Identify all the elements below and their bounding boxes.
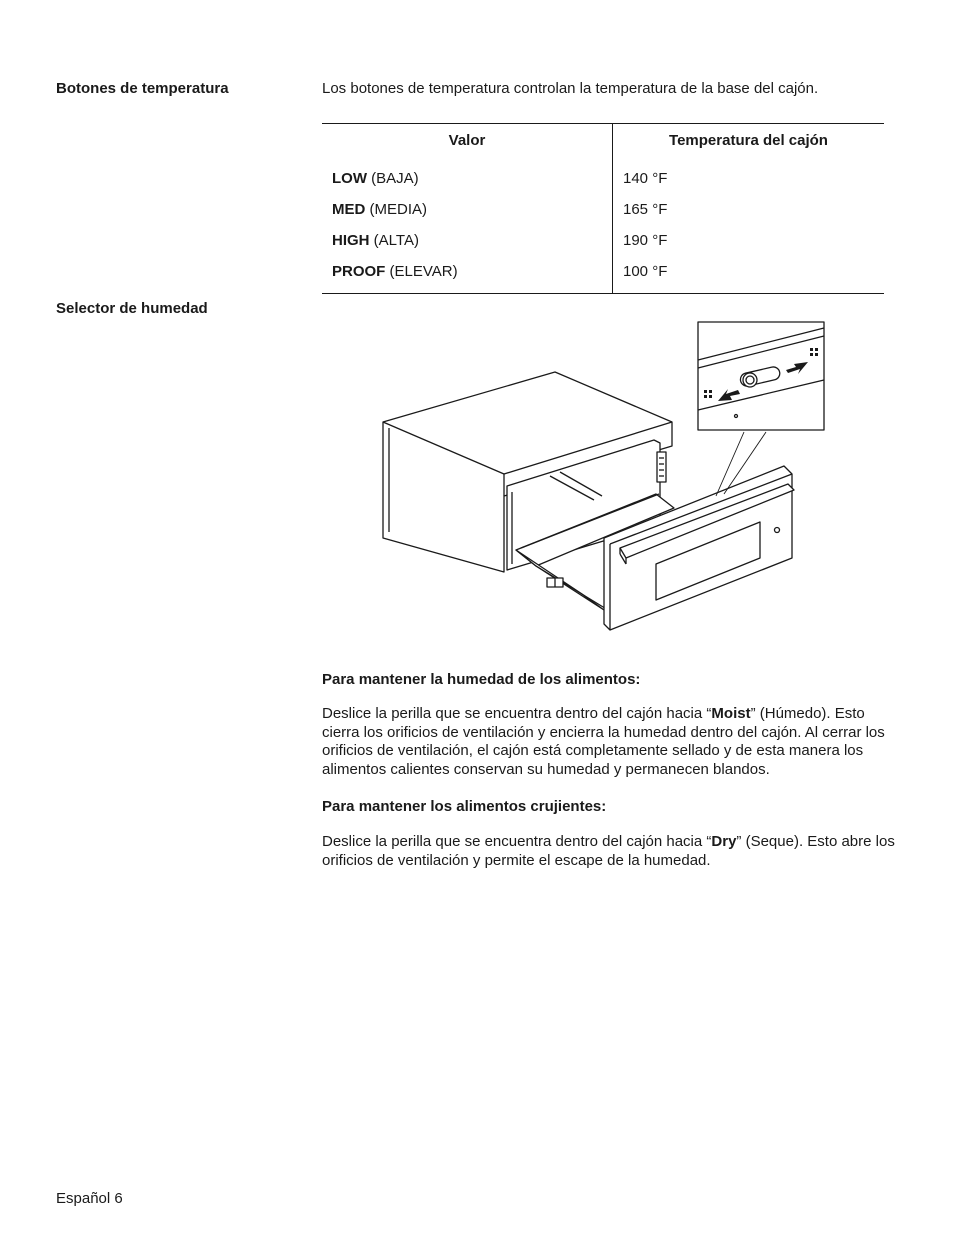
crisp-instructions-heading: Para mantener los alimentos crujientes: [322, 798, 607, 815]
moist-instructions-heading: Para mantener la humedad de los alimentos: [322, 671, 641, 688]
setting-label: (MEDIA) [365, 201, 428, 218]
setting-key: PROOF [332, 263, 386, 280]
table-row [322, 256, 884, 294]
setting-label: (ALTA) [369, 232, 419, 249]
temperature-table [322, 123, 884, 294]
humidity-slider-detail-inset [698, 322, 824, 430]
crisp-text-before: Deslice la perilla que se encuentra dentro del cajón hacia “ [322, 833, 712, 850]
setting-label: (BAJA) [367, 170, 419, 187]
temperature-cell: 190 °F [623, 232, 668, 249]
setting-cell [322, 157, 613, 194]
crisp-text-after: ” (Seque). Esto abre los orificios de ventilación y permite el escape de la humedad. [322, 833, 895, 869]
crisp-instructions-paragraph [322, 833, 902, 870]
temperature-cell: 100 °F [623, 263, 668, 280]
warming-drawer-illustration [376, 318, 828, 636]
setting-key: HIGH [332, 232, 370, 249]
moist-text-after: ” (Húmedo). Esto cierra los orificios de ventilación y encierra la humedad dentro del cajón. Al cerrar los orificios de ventilación, el cajón está completamente sellado y de esta manera los alimentos calientes conservan su humedad y permanecen blandos. [322, 705, 885, 779]
setting-cell [322, 225, 613, 256]
temperature-cell: 165 °F [623, 201, 668, 218]
setting-cell [322, 256, 613, 294]
setting-cell [322, 194, 613, 225]
humidity-section-heading: Selector de humedad [56, 300, 208, 317]
column-header-value: Valor [322, 124, 613, 158]
table-header-row [322, 124, 884, 158]
moist-keyword: Moist [711, 705, 751, 722]
temperature-cell: 140 °F [623, 170, 668, 187]
column-header-temperature: Temperatura del cajón [669, 132, 828, 149]
table-row [322, 225, 884, 256]
page-footer: Español 6 [56, 1190, 123, 1207]
setting-key: MED [332, 201, 366, 218]
table-row [322, 194, 884, 225]
moist-text-before: Deslice la perilla que se encuentra dentro del cajón hacia “ [322, 705, 712, 722]
table-row [322, 157, 884, 194]
temperature-intro: Los botones de temperatura controlan la temperatura de la base del cajón. [322, 80, 819, 97]
temperature-section-heading: Botones de temperatura [56, 80, 229, 97]
dry-keyword: Dry [711, 833, 737, 850]
setting-key: LOW [332, 170, 367, 187]
setting-label: (ELEVAR) [385, 263, 458, 280]
moist-instructions-paragraph [322, 705, 902, 780]
